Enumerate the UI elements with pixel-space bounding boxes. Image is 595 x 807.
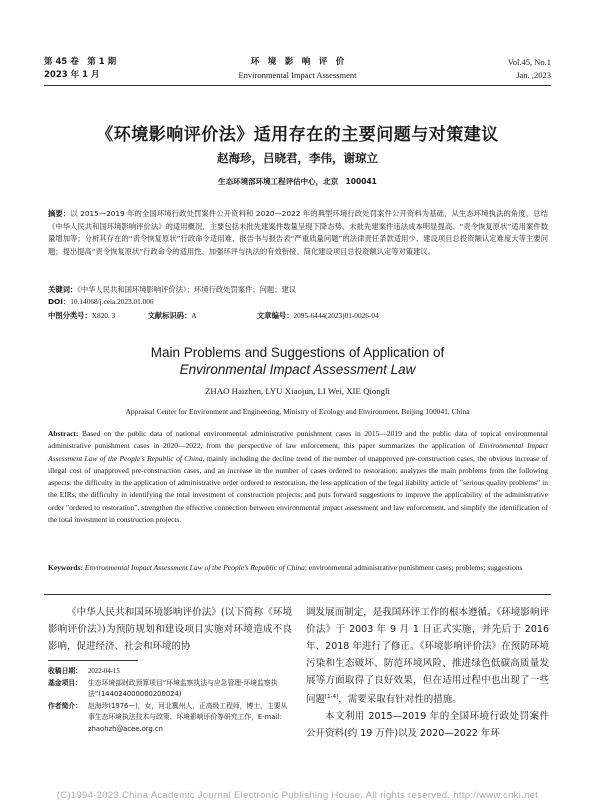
keywords-en-text: ; environmental administrative punishment cases; problems; suggestions	[304, 563, 523, 572]
header-date-cn: 2023 年 1 月	[44, 70, 100, 80]
keywords-en-law-title: Environmental Impact Assessment Law of the People’s Republic of China	[84, 563, 305, 572]
authors-cn: 赵海珍，吕晓君，李伟，谢琼立	[217, 151, 378, 165]
clc-label: 中图分类号：	[48, 311, 92, 320]
abstract-en	[48, 428, 548, 526]
affiliation-en: Appraisal Center for Environment and Engineering, Ministry of Ecology and Environment, Beijing 100041, China	[125, 407, 470, 416]
received-value: 2022-04-15	[88, 668, 120, 675]
paper-title-en-line1: Main Problems and Suggestions of Application of	[150, 345, 445, 360]
citation-1-4[interactable]: [1-4]	[325, 694, 339, 700]
author-bio-label: 作者简介：	[48, 701, 82, 710]
abstract-cn-text: 以 2015—2019 年的全国环境行政处罚案件公开资料和 2020—2022 年的典型环境行政处罚案件公开资料为基础，从生态环境执法的角度，总结《中华人民共和国环境影响评价法》的适用概况，主要包括未批先建案件数量呈现下降态势、未批先建案件违法成本明显提高、“责令恢复原状”适用案件数量增加等；分析其存在的“责令恢复原状”行政命令适用难、报告书与报告表“严重质量问题”的法律责任条款适用少、建设项目总投资额认定难度大等主要问题；提出提高“责令恢复原状”行政命令的适用性、加强环评与执法的有效衔接、简化建设项目总投资额认定等对策建议。	[48, 209, 549, 257]
footnote-rule	[48, 660, 138, 661]
footnote-author	[48, 701, 292, 736]
header-journal-cn: 环 境 影 响 评 价	[250, 57, 345, 67]
keywords-cn	[48, 284, 548, 297]
received-label: 收稿日期：	[48, 667, 82, 675]
keywords-cn-text: 《中华人民共和国环境影响评价法》；环境行政处罚案件；问题；建议	[77, 285, 297, 294]
article-number-value: 2095-6444(2023)01-0026-04	[293, 311, 379, 320]
footnote-received	[48, 666, 292, 678]
abstract-en-label: Abstract:	[48, 429, 79, 438]
header-journal-en: Environmental Impact Assessment	[238, 70, 357, 80]
copyright-watermark: (C)1994-2023 China Academic Journal Electronic Publishing House. All rights reserved. http://www.cnki.net	[56, 790, 539, 801]
keywords-cn-label: 关键词：	[48, 285, 78, 294]
affiliation-cn: 生态环境部环境工程评估中心，北京 100041	[218, 177, 377, 186]
clc-value: X820. 3	[91, 311, 116, 320]
abstract-en-text-b: , mainly including the decline trend of the number of unapproved pre-construction cases, the obvious increase of illegal cost of unapproved pre-construction cases, and an increase in the number of cases ordered to restoration; analyzes the main problems from the following aspects: the difficulty in the application of administrative order ordered to restoration, the less application of the legal liability article of "serious quality problems" in the EIRs, the difficulty in identifying the total investment of construction projects; and puts forward suggestions to improve the applicability of the administrative order "ordered to restoration", strengthen the effective connection between environmental impact assessment and law enforcement, and simplify the identification of the total investment in construction projects.	[48, 453, 549, 525]
fund-label: 基金项目：	[48, 678, 82, 687]
header-volume-en	[508, 56, 551, 82]
doc-code-value: A	[191, 311, 197, 320]
body-right-paragraph-1: 调发展而制定，是我国环评工作的根本遵循。《环境影响评价法》于 2003 年 9 月 1 日正式实施，并先后于 2016 年、2018 年进行了修正。《环境影响评价法》在预防环境污染和生态破坏、防范环境风险、推进绿色低碳高质量发展等方面取得了良好效果，但在适用过程中也出现了一些问题[1-4]，需要采取有针对性的措施。	[306, 607, 549, 706]
paper-title-en	[0, 344, 595, 378]
abstract-cn-label: 摘要：	[48, 209, 71, 218]
doi-line	[48, 296, 548, 309]
keywords-en	[48, 562, 548, 574]
abstract-en-law-title: Environmental Impact Assessment Law of the People’s Republic of China	[48, 441, 549, 463]
doi-value[interactable]: 10.14068/j.ceia.2023.01.006	[70, 297, 154, 306]
abstract-en-text-a: Based on the public data of national environmental administrative punishment cases in 2015—2019 and the public data of topical environmental administrative punishment cases in 2020—2022, from the perspective of law enforcement, this paper summarizes the application of	[48, 429, 548, 451]
classification-line	[48, 310, 548, 323]
header-journal	[0, 56, 595, 82]
header-volume-cn: 第 45 卷 第 1 期	[44, 57, 117, 67]
paper-title-en-line2: Environmental Impact Assessment Law	[179, 362, 416, 377]
body-right-column	[306, 604, 549, 742]
paper-title-cn: 《环境影响评价法》适用存在的主要问题与对策建议	[96, 125, 499, 145]
abstract-separator	[44, 594, 551, 595]
body-left-column: 《中华人民共和国环境影响评价法》(以下简称《环境影响评价法》)为预防规划和建设项目实施对环境造成不良影响，促进经济、社会和环境的协	[48, 607, 292, 652]
abstract-cn	[48, 208, 548, 259]
author-bio-value: 赵海珍(1976—)，女，河北冀州人，正高级工程师，博士，主要从事生态环境执法技术与政策、环境影响评价等研究工作，E-mail：zhaohzh@acee.org.cn	[88, 701, 288, 733]
footnote-fund	[48, 678, 292, 701]
article-number-label: 文章编号：	[257, 311, 294, 320]
header-volume-number: Vol.45, No.1	[507, 57, 551, 67]
fund-value: 生态环境部财政预算项目“环境监察执法与应急管理-环境监察执法”(144024000000200024)	[88, 678, 278, 698]
doc-code-label: 文献标识码：	[147, 311, 192, 320]
header-rule	[44, 85, 551, 86]
body-right-paragraph-2: 本文利用 2015—2019 年的全国环境行政处罚案件公开资料(约 19 万件)以及 2020—2022 年环	[306, 711, 549, 740]
footnotes	[48, 666, 292, 735]
authors-en: ZHAO Haizhen, LYU Xiaojun, LI Wei, XIE Qiongli	[205, 386, 390, 396]
keywords-en-label: Keywords:	[48, 563, 83, 572]
header-date-en: Jan. ,2023	[516, 70, 551, 80]
doi-label: DOI：	[48, 297, 71, 306]
